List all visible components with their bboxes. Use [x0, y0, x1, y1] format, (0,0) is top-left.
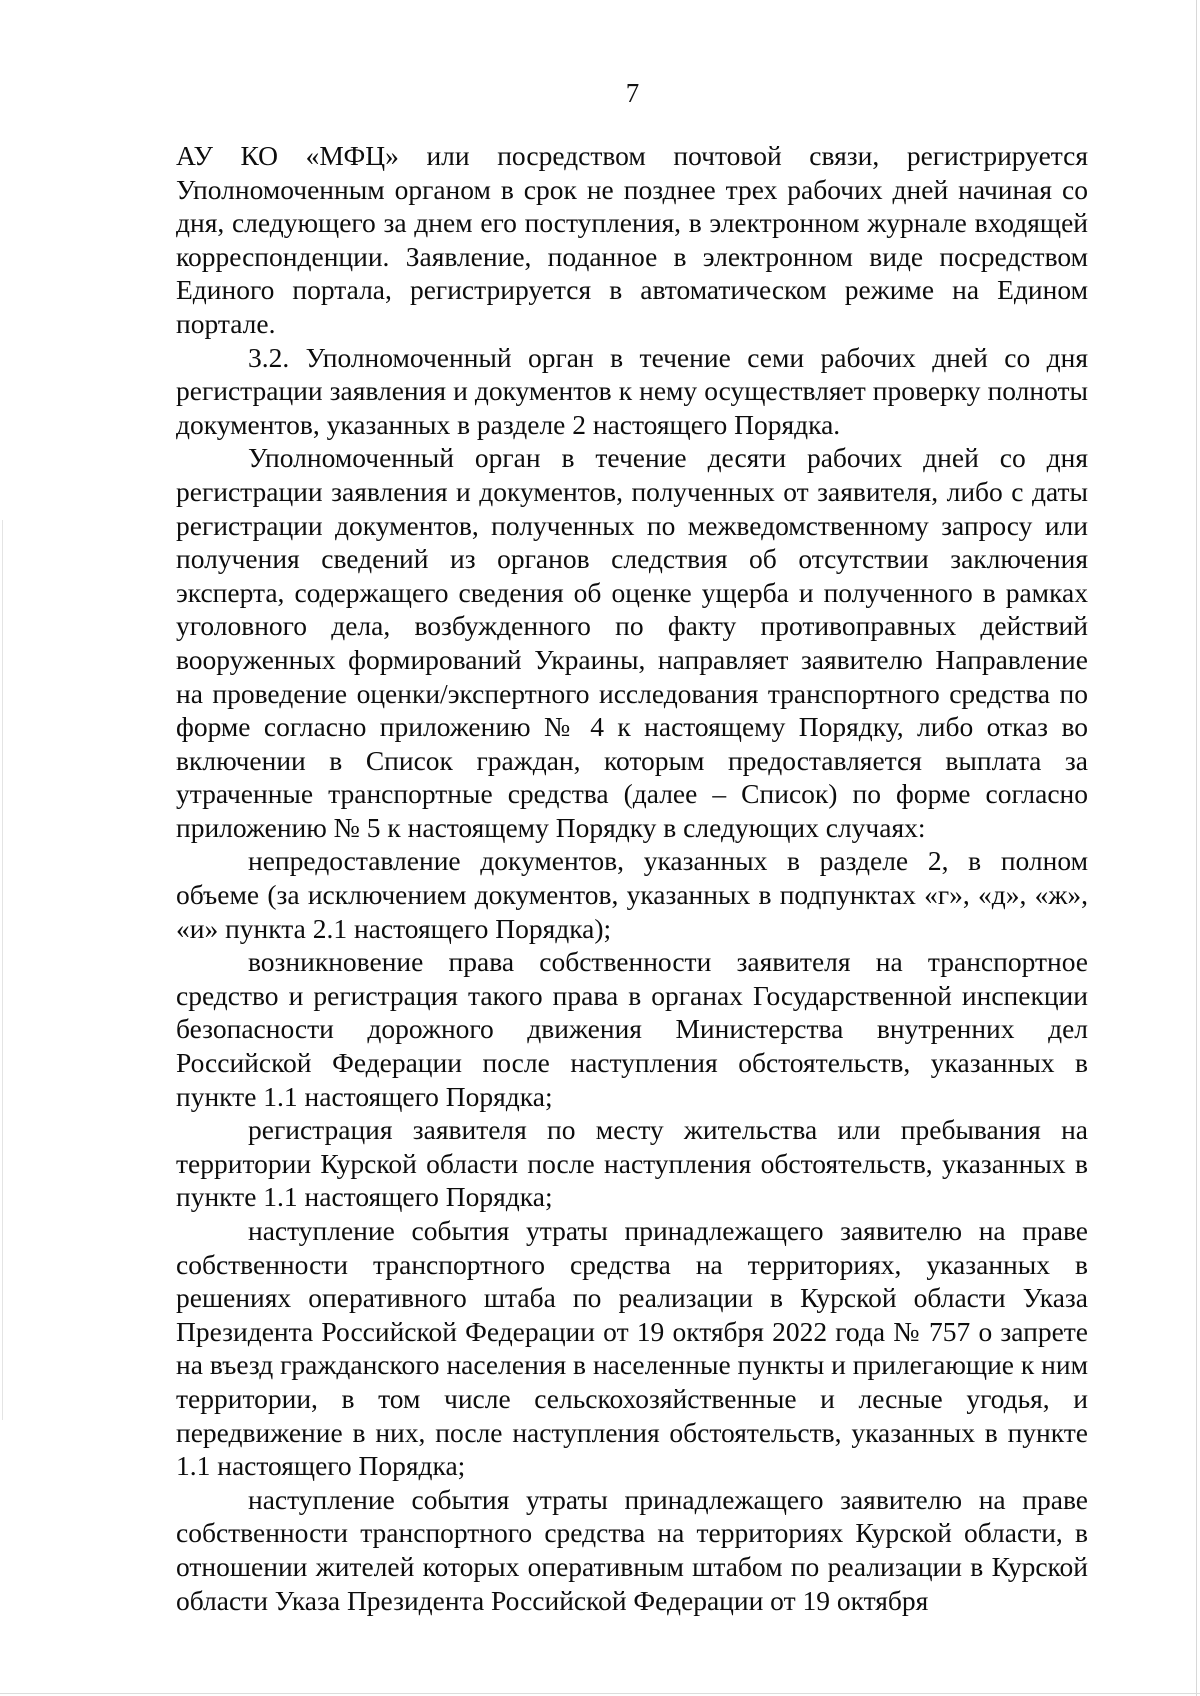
refusal-case-loss-on-kursk-territory: наступление события утраты принадлежащего заявителю на праве собственности транспортного средства на территориях Курской области, в отношении жителей которых оперативным штабом по реализации в Курской области Указа Президента Российской Федерации от 19 октября: [176, 1483, 1088, 1616]
paragraph-3-2: 3.2. Уполномоченный орган в течение семи рабочих дней со дня регистрации заявления и документов к нему осуществляет проверку полноты документов, указанных в разделе 2 настоящего Порядка.: [176, 341, 1088, 440]
paragraph-continuation: АУ КО «МФЦ» или посредством почтовой связи, регистрируется Уполномоченным органом в срок не позднее трех рабочих дней начиная со дня, следующего за днем его поступления, в электронном журнале входящей корреспонденции. Заявление, поданное в электронном виде посредством Единого портала, регистрируется в автоматическом режиме на Едином портале.: [176, 140, 1088, 339]
paragraph-authority-review: Уполномоченный орган в течение десяти рабочих дней со дня регистрации заявления и документов, полученных от заявителя, либо с даты регистрации документов, полученных по межведомственному запросу или получения сведений из органов следствия об отсутствии заключения эксперта, содержащего сведения об оценке ущерба и полученного в рамках уголовного дела, возбужденного по факту противоправных действий вооруженных формирований Украины, направляет заявителю Направление на проведение оценки/экспертного исследования транспортного средства по форме согласно приложению № 4 к настоящему Порядку, либо отказ во включении в Список граждан, которым предоставляется выплата за утраченные транспортные средства (далее – Список) по форме согласно приложению № 5 к настоящему Порядку в следующих случаях:: [176, 442, 1088, 843]
refusal-case-ownership-after-event: возникновение права собственности заявителя на транспортное средство и регистрация такого права в органах Государственной инспекции безопасности дорожного движения Министерства внутренних дел Российской Федерации после наступления обстоятельств, указанных в пункте 1.1 настоящего Порядка;: [176, 946, 1088, 1112]
refusal-case-loss-on-restricted-territory: наступление события утраты принадлежащего заявителю на праве собственности транспортного средства на территориях, указанных в решениях оперативного штаба по реализации в Курской области Указа Президента Российской Федерации от 19 октября 2022 года № 757 о запрете на въезд гражданского населения в населенные пункты и прилегающие к ним территории, в том числе сельскохозяйственные и лесные угодья, и передвижение в них, после наступления обстоятельств, указанных в пункте 1.1 настоящего Порядка;: [176, 1215, 1088, 1482]
document-body: [176, 139, 1088, 1617]
refusal-case-registration-after-event: регистрация заявителя по месту жительства или пребывания на территории Курской области после наступления обстоятельств, указанных в пункте 1.1 настоящего Порядка;: [176, 1114, 1088, 1213]
scan-edge-left: [2, 520, 3, 1420]
scan-edge-right: [1196, 0, 1197, 1696]
scan-edge-bottom: [0, 1693, 1200, 1694]
refusal-case-incomplete-documents: непредоставление документов, указанных в разделе 2, в полном объеме (за исключением документов, указанных в подпунктах «г», «д», «ж», «и» пункта 2.1 настоящего Порядка);: [176, 845, 1088, 944]
page-number: 7: [625, 78, 640, 108]
